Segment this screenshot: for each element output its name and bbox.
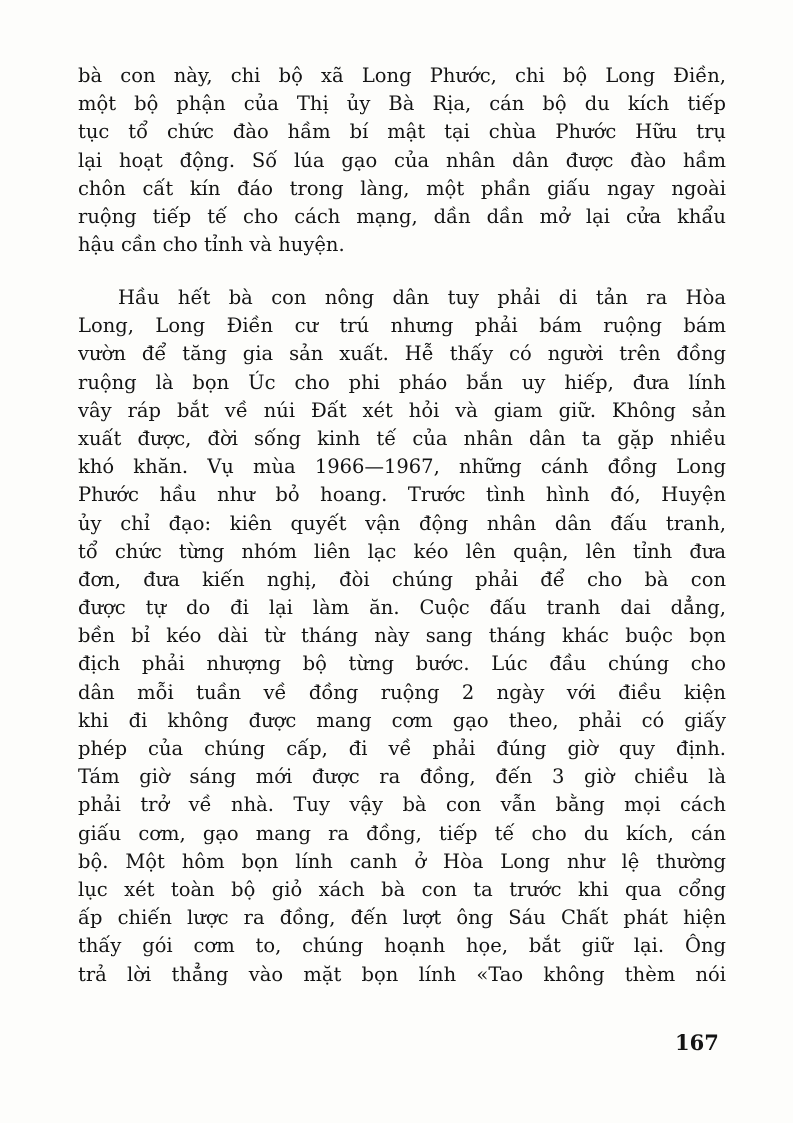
- text-line: bộ. Một hôm bọn lính canh ở Hòa Long như lệ thường: [78, 849, 726, 873]
- text-line: bà con này, chi bộ xã Long Phước, chi bộ Long Điền,: [78, 64, 726, 87]
- text-line: Phước hầu như bỏ hoang. Trước tình hình đó, Huyện: [78, 483, 726, 507]
- text-line: Long, Long Điền cư trú nhưng phải bám ruộng bám: [78, 314, 726, 338]
- text-line: Hầu hết bà con nông dân tuy phải di tản ra Hòa: [118, 286, 726, 309]
- text-line: phép của chúng cấp, đi về phải đúng giờ quy định.: [78, 737, 726, 760]
- text-line: ruộng tiếp tế cho cách mạng, dần dần mở lại cửa khẩu: [78, 204, 726, 228]
- text-line: vây ráp bắt về núi Đất xét hỏi và giam giữ. Không sản: [78, 398, 726, 422]
- text-line: địch phải nhượng bộ từng bước. Lúc đầu chúng cho: [78, 652, 726, 676]
- paragraph-1: [78, 62, 726, 259]
- text-line: tục tổ chức đào hầm bí mật tại chùa Phước Hữu trụ: [78, 120, 726, 144]
- text-line: giấu cơm, gạo mang ra đồng, tiếp tế cho du kích, cán: [78, 821, 726, 845]
- text-line: lục xét toàn bộ giỏ xách bà con ta trước khi qua cổng: [78, 877, 726, 901]
- text-line: chôn cất kín đáo trong làng, một phần giấu ngay ngoài: [78, 176, 726, 200]
- text-line: ruộng là bọn Úc cho phi pháo bắn uy hiếp, đưa lính: [78, 370, 726, 394]
- text-line: tổ chức từng nhóm liên lạc kéo lên quận, lên tỉnh đưa: [78, 539, 726, 563]
- text-line: trả lời thẳng vào mặt bọn lính «Tao không thèm nói: [78, 962, 726, 986]
- text-line: đơn, đưa kiến nghị, đòi chúng phải để cho bà con: [78, 567, 726, 591]
- text-line: ấp chiến lược ra đồng, đến lượt ông Sáu Chất phát hiện: [78, 906, 726, 930]
- text-line: vườn để tăng gia sản xuất. Hễ thấy có người trên đồng: [78, 342, 726, 366]
- text-line: khi đi không được mang cơm gạo theo, phải có giấy: [78, 708, 726, 732]
- text-line: khó khăn. Vụ mùa 1966—1967, những cánh đồng Long: [78, 455, 726, 479]
- text-line: bền bỉ kéo dài từ tháng này sang tháng khác buộc bọn: [78, 624, 726, 648]
- page-number: 167: [675, 1030, 719, 1055]
- text-line: được tự do đi lại làm ăn. Cuộc đấu tranh dai dẳng,: [78, 596, 726, 620]
- text-line: Tám giờ sáng mới được ra đồng, đến 3 giờ chiều là: [78, 765, 726, 789]
- text-line: lại hoạt động. Số lúa gạo của nhân dân được đào hầm: [78, 148, 726, 172]
- text-line: hậu cần cho tỉnh và huyện.: [78, 233, 345, 257]
- paragraph-2: [78, 284, 726, 989]
- text-line: xuất được, đời sống kinh tế của nhân dân ta gặp nhiều: [78, 426, 726, 450]
- text-line: ủy chỉ đạo: kiên quyết vận động nhân dân đấu tranh,: [78, 511, 726, 535]
- text-line: phải trở về nhà. Tuy vậy bà con vẫn bằng mọi cách: [78, 793, 726, 817]
- text-line: thấy gói cơm to, chúng hoạnh họe, bắt giữ lại. Ông: [78, 934, 726, 958]
- text-line: dân mỗi tuần về đồng ruộng 2 ngày với điều kiện: [78, 680, 726, 704]
- text-line: một bộ phận của Thị ủy Bà Rịa, cán bộ du kích tiếp: [78, 92, 726, 116]
